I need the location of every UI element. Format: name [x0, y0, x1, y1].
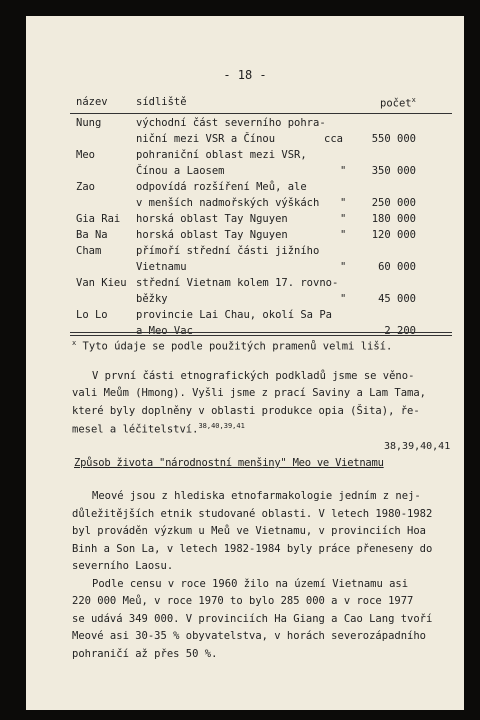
row-count: 250 000	[371, 197, 416, 209]
row-settlement-line: horská oblast Tay Nguyen	[136, 229, 288, 241]
para3-line-3: se udává 349 000. V provinciích Ha Giang a Cao Lang tvoří	[72, 613, 433, 625]
page-number: - 18 -	[223, 68, 267, 82]
para3-line-1: Podle censu v roce 1960 žilo na území Vietnamu asi	[92, 578, 409, 590]
row-name: Cham	[76, 245, 102, 257]
row-settlement-line: východní část severního pohra-	[136, 117, 326, 129]
row-settlement-line: provincie Lai Chau, okolí Sa Pa	[136, 309, 332, 321]
heading-citation: 38,39,40,41	[384, 441, 451, 452]
table-bottom-rule-1	[70, 332, 452, 333]
document-page	[26, 16, 464, 710]
row-count: 180 000	[371, 213, 416, 225]
para1-citation: 38,40,39,41	[198, 422, 245, 430]
table-bottom-rule-2	[70, 335, 452, 336]
row-name: Zao	[76, 181, 95, 193]
row-settlement-line: a Meo Vac	[136, 325, 193, 337]
row-approx: "	[340, 261, 347, 273]
footnote-text: Tyto údaje se podle použitých pramenů velmi liší.	[82, 340, 393, 353]
para2-line-3: byl prováděn výzkum u Meů ve Vietnamu, v provinciích Hoa	[72, 525, 427, 537]
row-name: Nung	[76, 117, 102, 129]
row-approx: "	[340, 213, 347, 225]
header-count-label: počet	[380, 97, 412, 110]
row-settlement-line: Vietnamu	[136, 261, 187, 273]
para1-line-2: vali Meům (Hmong). Vyšli jsme z prací Saviny a Lam Tama,	[72, 387, 427, 399]
row-settlement-line: horská oblast Tay Nguyen	[136, 213, 288, 225]
table-top-rule	[70, 113, 452, 114]
row-count: 60 000	[378, 261, 416, 273]
row-count: 2 200	[384, 325, 416, 337]
para1-line-3: které byly doplněny v oblasti produkce opia (Šita), ře-	[72, 405, 420, 417]
row-settlement-line: běžky	[136, 293, 168, 305]
row-count: 120 000	[371, 229, 416, 241]
row-count: 550 000	[371, 133, 416, 145]
row-name: Ba Na	[76, 229, 108, 241]
section-heading: Způsob života "národnostní menšiny" Meo ve Vietnamu	[74, 457, 384, 469]
row-name: Gia Rai	[76, 213, 121, 225]
header-count	[380, 96, 416, 110]
footnote-mark: x	[72, 339, 77, 347]
para1-line-4-text: mesel a léčitelství.	[72, 423, 199, 436]
row-settlement-line: niční mezi VSR a Čínou	[136, 133, 276, 145]
row-approx: "	[340, 229, 347, 241]
row-settlement-line: střední Vietnam kolem 17. rovno-	[136, 277, 339, 289]
para3-line-5: pohraničí až přes 50 %.	[72, 648, 218, 660]
para3-line-2: 220 000 Meů, v roce 1970 to bylo 285 000 a v roce 1977	[72, 595, 414, 607]
row-settlement-line: přímoří střední části jižního	[136, 245, 320, 257]
row-name: Lo Lo	[76, 309, 108, 321]
row-approx: "	[340, 197, 347, 209]
row-count: 350 000	[371, 165, 416, 177]
para1-line-4	[72, 422, 245, 436]
para3-line-4: Meové asi 30-35 % obyvatelstva, v horách severozápadního	[72, 630, 427, 642]
header-name: název	[76, 96, 108, 108]
row-approx: cca	[324, 133, 343, 145]
row-count: 45 000	[378, 293, 416, 305]
row-settlement-line: v menších nadmořských výškách	[136, 197, 320, 209]
row-settlement-line: Čínou a Laosem	[136, 165, 225, 177]
row-approx: "	[340, 293, 347, 305]
header-settlement: sídliště	[136, 96, 187, 108]
header-count-mark: x	[411, 96, 416, 104]
row-name: Meo	[76, 149, 95, 161]
para2-line-5: severního Laosu.	[72, 560, 174, 572]
para2-line-1: Meové jsou z hlediska etnofarmakologie jedním z nej-	[92, 490, 421, 502]
footnote	[72, 339, 392, 353]
row-settlement-line: odpovídá rozšíření Meů, ale	[136, 181, 307, 193]
para2-line-2: důležitějších etnik studované oblasti. V letech 1980-1982	[72, 508, 433, 520]
para1-line-1: V první části etnografických podkladů jsme se věno-	[92, 370, 415, 382]
row-approx: "	[340, 165, 347, 177]
row-name: Van Kieu	[76, 277, 127, 289]
row-settlement-line: pohraniční oblast mezi VSR,	[136, 149, 307, 161]
para2-line-4: Binh a Son La, v letech 1982-1984 byly práce přeneseny do	[72, 543, 433, 555]
